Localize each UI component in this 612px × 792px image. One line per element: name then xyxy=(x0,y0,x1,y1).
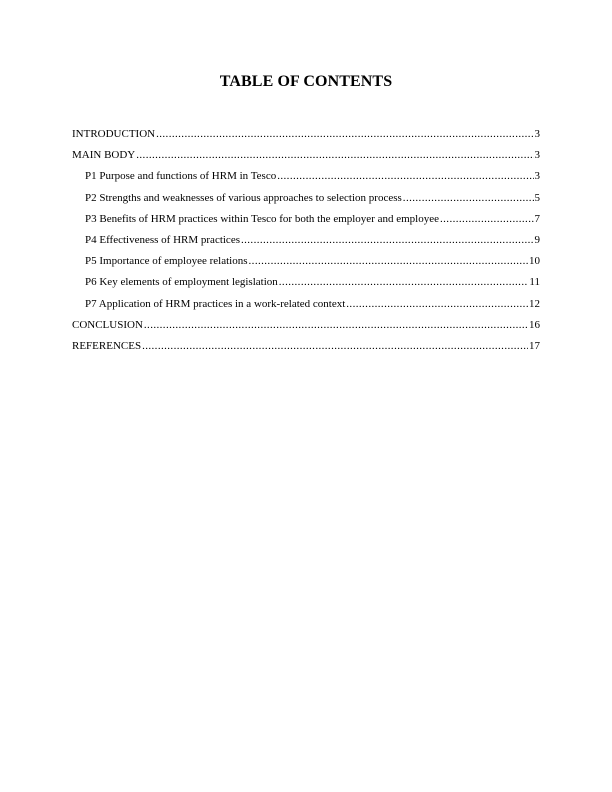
toc-entry-label: P3 Benefits of HRM practices within Tesco for both the employer and employee xyxy=(85,212,439,225)
toc-entry-page: 17 xyxy=(529,339,540,352)
toc-leader-dots xyxy=(346,297,528,311)
toc-entry-p5[interactable] xyxy=(72,254,540,275)
toc-entry-p2[interactable] xyxy=(72,191,540,212)
toc-leader-dots xyxy=(249,254,528,268)
toc-leader-dots xyxy=(277,169,533,183)
toc-leader-dots xyxy=(156,127,533,141)
toc-entry-label: P1 Purpose and functions of HRM in Tesco xyxy=(85,170,277,183)
toc-entry-conclusion[interactable] xyxy=(72,318,540,339)
toc-entry-label: P4 Effectiveness of HRM practices xyxy=(85,233,240,246)
toc-entry-p4[interactable] xyxy=(72,233,540,254)
toc-entry-page: 7 xyxy=(534,212,540,225)
toc-entry-page: 3 xyxy=(534,128,540,140)
toc-entry-page: 3 xyxy=(534,149,540,162)
toc-entry-label: P2 Strengths and weaknesses of various approaches to selection process xyxy=(85,191,402,204)
toc-entry-label: P5 Importance of employee relations xyxy=(85,255,248,268)
toc-entry-p7[interactable] xyxy=(72,297,540,318)
toc-entry-introduction[interactable] xyxy=(72,127,540,148)
toc-entry-page: 3 xyxy=(534,170,540,183)
toc-entry-label: P6 Key elements of employment legislation xyxy=(85,276,278,289)
toc-leader-dots xyxy=(144,318,528,332)
toc-list xyxy=(72,127,540,360)
toc-entry-label: REFERENCES xyxy=(72,339,142,352)
toc-entry-page: 11 xyxy=(529,276,540,289)
toc-entry-page: 12 xyxy=(529,297,540,310)
toc-leader-dots xyxy=(440,212,534,226)
toc-entry-label: P7 Application of HRM practices in a work-related context xyxy=(85,297,346,310)
toc-entry-p1[interactable] xyxy=(72,169,540,190)
toc-entry-label: CONCLUSION xyxy=(72,318,143,331)
toc-entry-p6[interactable] xyxy=(72,275,540,296)
toc-leader-dots xyxy=(136,148,533,162)
toc-entry-label: MAIN BODY xyxy=(72,149,136,162)
toc-leader-dots xyxy=(403,191,534,205)
toc-entry-main-body[interactable] xyxy=(72,148,540,169)
toc-entry-page: 9 xyxy=(534,233,540,246)
toc-title: TABLE OF CONTENTS xyxy=(219,73,393,90)
toc-entry-label: INTRODUCTION xyxy=(72,128,156,140)
toc-entry-references[interactable] xyxy=(72,339,540,360)
toc-entry-page: 5 xyxy=(534,191,540,204)
toc-entry-page: 16 xyxy=(529,318,540,331)
toc-entry-p3[interactable] xyxy=(72,212,540,233)
toc-entry-page: 10 xyxy=(529,255,540,268)
toc-leader-dots xyxy=(142,339,528,353)
toc-leader-dots xyxy=(241,233,534,247)
toc-leader-dots xyxy=(279,275,529,289)
